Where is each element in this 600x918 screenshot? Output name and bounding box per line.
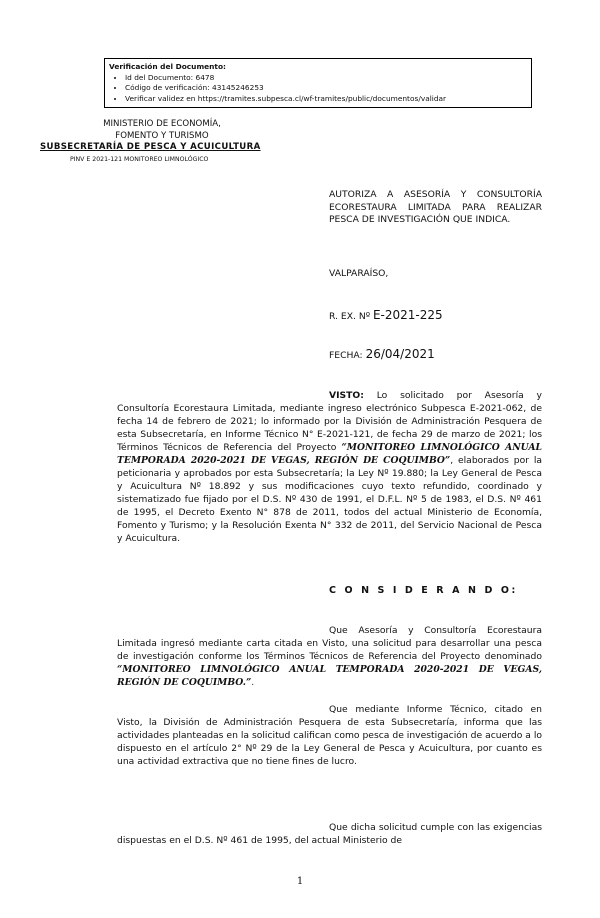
verification-url[interactable]: • Verificar validez en https://tramites.subpesca.cl/wf-tramites/public/documentos/validar bbox=[125, 94, 531, 105]
p1-project: “MONITOREO LIMNOLÓGICO ANUAL TEMPORADA 2020-2021 DE VEGAS, REGIÓN DE COQUIMBO.” bbox=[117, 664, 542, 688]
resolution-number: E-2021-225 bbox=[372, 308, 443, 322]
visto-text-1: Lo solicitado por Asesoría y Consultoría Ecorestaura Limitada, mediante ingreso electrónico Subpesca E-2021-062, de fecha 14 de febrero de 2021; lo informado por la División de Administración Pesquera de esta Subsecretaría, en Informe Técnico N° E-2021-121, de fecha 29 de marzo de 2021; los Términos Técnicos de Referencia del Proyecto bbox=[117, 390, 542, 453]
visto-project: “MONITOREO LIMNOLÓGICO ANUAL TEMPORADA 2020-2021 DE VEGAS, REGIÓN DE COQUIMBO” bbox=[117, 442, 542, 466]
considerando-paragraph-3 bbox=[117, 821, 542, 847]
date-value: 26/04/2021 bbox=[365, 347, 435, 361]
ministry-line-1: MINISTERIO DE ECONOMÍA, bbox=[103, 119, 221, 129]
verification-code: • Código de verificación: 43145246253 bbox=[125, 83, 531, 94]
verification-id: • Id del Documento: 6478 bbox=[125, 73, 531, 84]
visto-paragraph bbox=[117, 389, 542, 545]
place: VALPARAÍSO, bbox=[329, 268, 389, 279]
resolution-number-line bbox=[329, 308, 443, 322]
considerando-paragraph-2 bbox=[117, 703, 542, 768]
p1-text-2: . bbox=[251, 677, 255, 688]
p1-text-1: Que Asesoría y Consultoría Ecorestaura Limitada ingresó mediante carta citada en Visto, una solicitud para desarrollar una pesca de investigación conforme los Términos Técnicos de Referencia del Proyecto denominado bbox=[117, 625, 542, 662]
verification-list bbox=[109, 73, 531, 105]
date-line bbox=[329, 347, 435, 361]
reference-code: PINV E 2021-121 MONITOREO LIMNOLÓGICO bbox=[70, 156, 209, 163]
resolution-subject: AUTORIZA A ASESORÍA Y CONSULTORÍA ECORESTAURA LIMITADA PARA REALIZAR PESCA DE INVESTIGACIÓN QUE INDICA. bbox=[329, 189, 542, 226]
considerando-heading: C O N S I D E R A N D O: bbox=[329, 585, 518, 596]
ministry-line-2: FOMENTO Y TURISMO bbox=[115, 131, 209, 142]
page-number: 1 bbox=[296, 876, 304, 887]
considerando-paragraph-1 bbox=[117, 624, 542, 689]
verification-box bbox=[104, 58, 532, 108]
p3-text: Que dicha solicitud cumple con las exigencias dispuestas en el D.S. Nº 461 de 1995, del actual Ministerio de bbox=[117, 822, 542, 846]
visto-label: VISTO: bbox=[329, 390, 364, 401]
resolution-label: R. EX. Nº bbox=[329, 311, 373, 322]
ministry-header bbox=[92, 118, 232, 143]
date-label: FECHA: bbox=[329, 350, 366, 361]
verification-title: Verificación del Documento: bbox=[109, 62, 226, 71]
p2-text: Que mediante Informe Técnico, citado en Visto, la División de Administración Pesquera de esta Subsecretaría, informa que las actividades planteadas en la solicitud califican como pesca de investigación de acuerdo a lo dispuesto en el artículo 2° Nº 29 de la Ley General de Pesca y Acuicultura, por cuanto es una actividad extractiva que no tiene fines de lucro. bbox=[117, 704, 542, 767]
visto-text-2: , elaborados por la peticionaria y aprobados por esta Subsecretaría; la Ley Nº 19.880; la Ley General de Pesca y Acuicultura Nº 18.892 y sus modificaciones cuyo texto refundido, coordinado y sistematizado fue fijado por el D.S. Nº 430 de 1991, el D.F.L. Nº 5 de 1983, el D.S. Nº 461 de 1995, el Decreto Exento N° 878 de 2011, todos del actual Ministerio de Economía, Fomento y Turismo; y la Resolución Exenta N° 332 de 2011, del Servicio Nacional de Pesca y Acuicultura. bbox=[117, 455, 543, 544]
subsecretaria-title: SUBSECRETARÍA DE PESCA Y ACUICULTURA bbox=[40, 142, 261, 152]
